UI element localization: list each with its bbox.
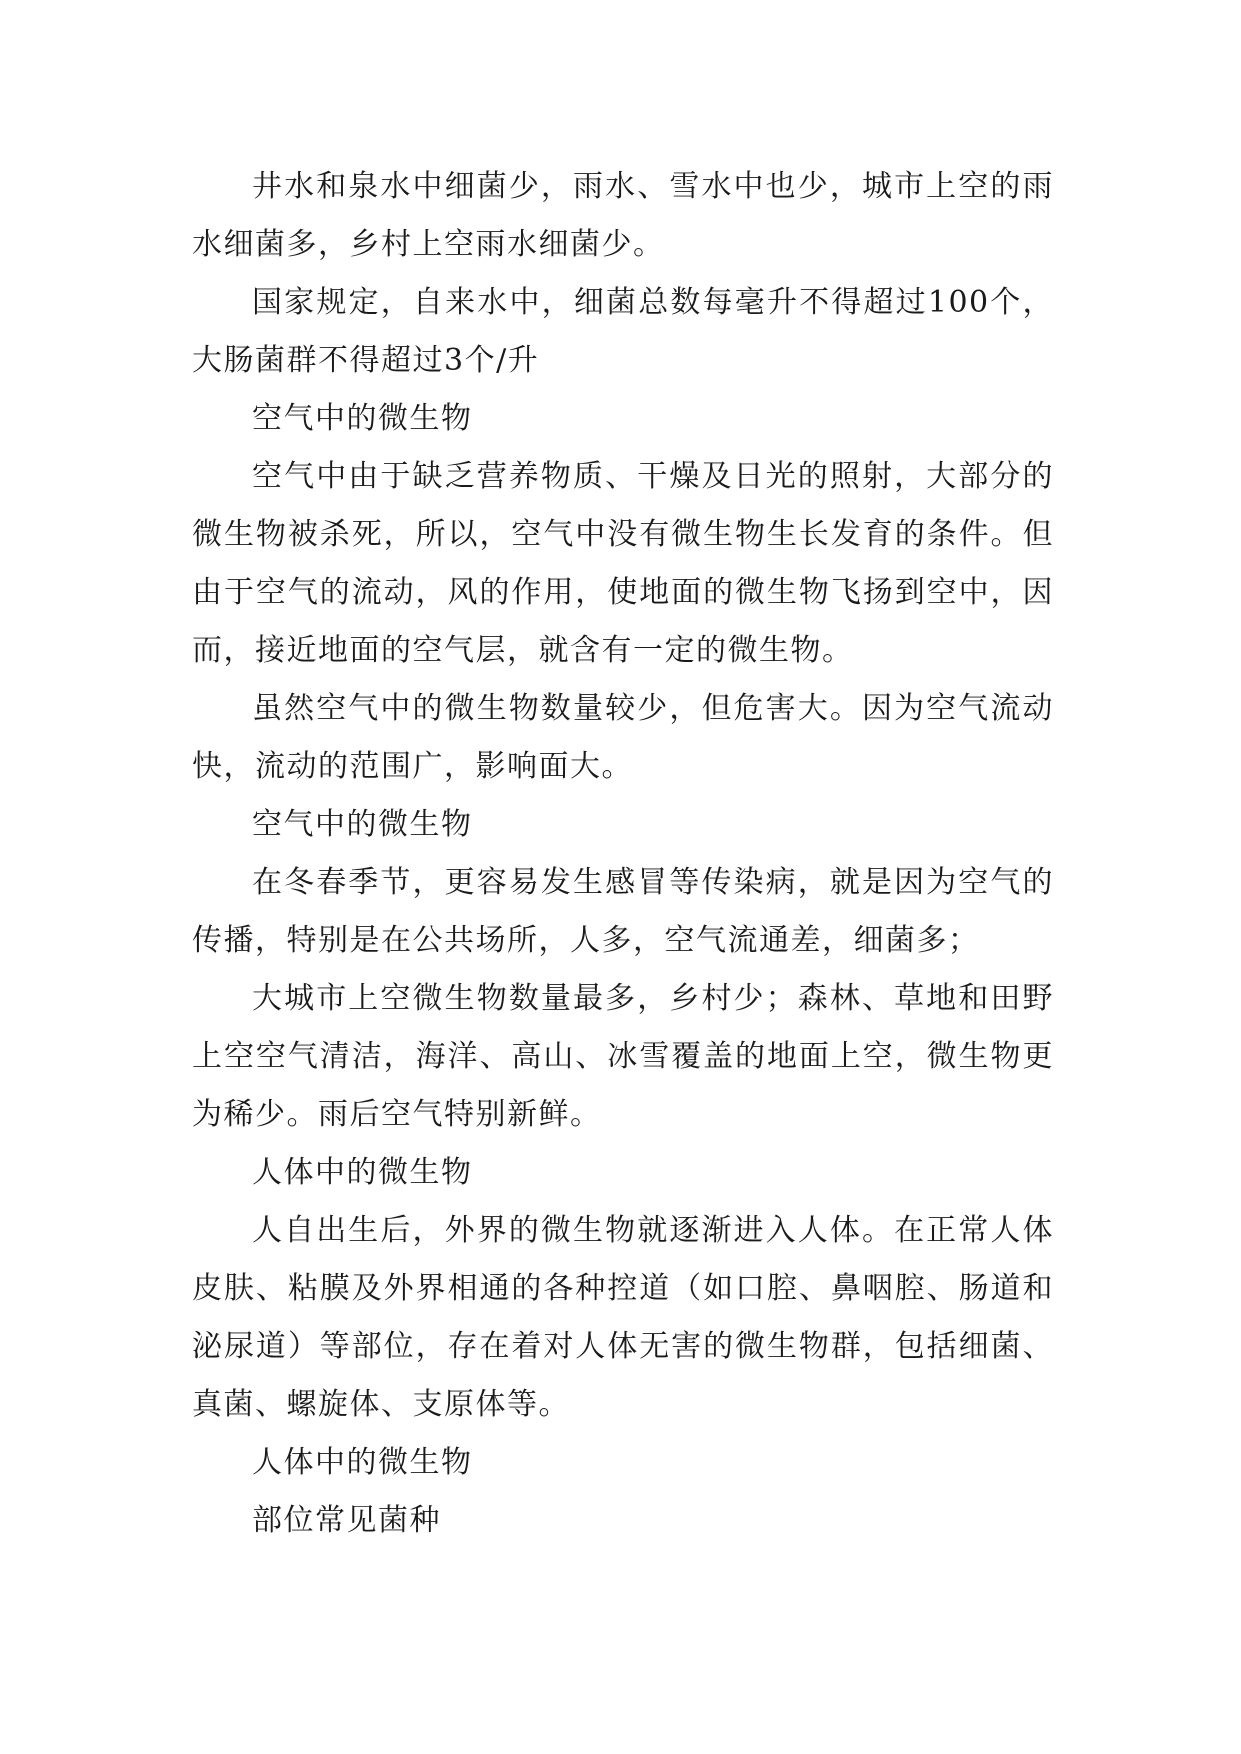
paragraph-city-rural: 大城市上空微生物数量最多，乡村少；森林、草地和田野上空空气清洁，海洋、高山、冰雪覆盖的地面上空，微生物更为稀少。雨后空气特别新鲜。 (192, 981, 1054, 1132)
document-body (192, 158, 1054, 1550)
paragraph-water-bacteria: 井水和泉水中细菌少，雨水、雪水中也少，城市上空的雨水细菌多，乡村上空雨水细菌少。 (192, 169, 1054, 262)
paragraph-winter-spring: 在冬春季节，更容易发生感冒等传染病，就是因为空气的传播，特别是在公共场所，人多，空气流通差，细菌多； (192, 865, 1054, 958)
section-heading-air-microbes: 空气中的微生物 (252, 401, 473, 436)
section-heading-human-microbes-2: 人体中的微生物 (252, 1445, 473, 1480)
paragraph-national-standard: 国家规定，自来水中，细菌总数每毫升不得超过100个，大肠菌群不得超过3个/升 (192, 285, 1054, 378)
section-heading-air-microbes-2: 空气中的微生物 (252, 807, 473, 842)
paragraph-human-flora: 人自出生后，外界的微生物就逐渐进入人体。在正常人体皮肤、粘膜及外界相通的各种控道（如口腔、鼻咽腔、肠道和泌尿道）等部位，存在着对人体无害的微生物群，包括细菌、真菌、螺旋体、支原体等。 (192, 1213, 1054, 1422)
paragraph-air-harm: 虽然空气中的微生物数量较少，但危害大。因为空气流动快，流动的范围广，影响面大。 (192, 691, 1054, 784)
paragraph-air-conditions: 空气中由于缺乏营养物质、干燥及日光的照射，大部分的微生物被杀死，所以，空气中没有微生物生长发育的条件。但由于空气的流动，风的作用，使地面的微生物飞扬到空中，因而，接近地面的空气层，就含有一定的微生物。 (192, 459, 1054, 668)
section-heading-human-microbes: 人体中的微生物 (252, 1155, 473, 1190)
section-heading-common-species: 部位常见菌种 (252, 1503, 441, 1538)
